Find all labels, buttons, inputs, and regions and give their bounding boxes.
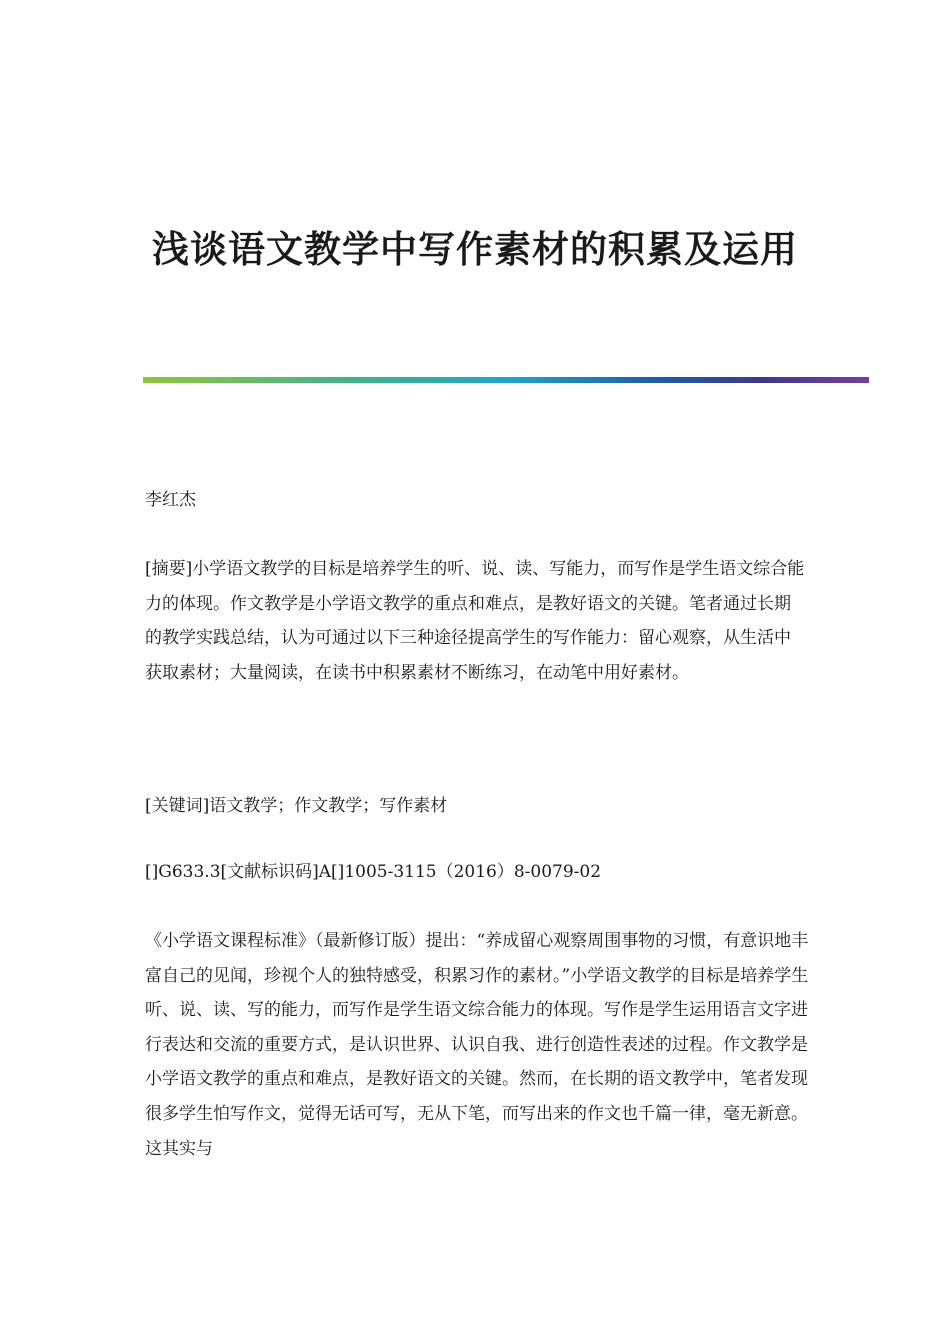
keywords-line: [关键词]语文教学；作文教学；写作素材: [145, 796, 448, 816]
gradient-divider: [143, 377, 869, 383]
author-name: 李红杰: [145, 490, 196, 510]
paper-title: 浅谈语文教学中写作素材的积累及运用: [152, 226, 798, 271]
abstract-paragraph: [摘要]小学语文教学的目标是培养学生的听、说、读、写能力，而写作是学生语文综合能力的体现。作文教学是小学语文教学的重点和难点，是教好语文的关键。笔者通过长期的教学实践总结，认为可通过以下三种途径提高学生的写作能力：留心观察，从生活中获取素材；大量阅读，在读书中积累素材不断练习，在动笔中用好素材。: [145, 559, 805, 683]
classification-line: []G633.3[文献标识码]A[]1005-3115（2016）8-0079-02: [145, 862, 602, 882]
body-paragraph: 《小学语文课程标准》（最新修订版）提出：“养成留心观察周围事物的习惯，有意识地丰富自己的见闻，珍视个人的独特感受，积累习作的素材。”小学语文教学的目标是培养学生听、说、读、写的能力，而写作是学生语文综合能力的体现。写作是学生运用语言文字进行表达和交流的重要方式，是认识世界、认识自我、进行创造性表述的过程。作文教学是小学语文教学的重点和难点，是教好语文的关键。然而，在长期的语文教学中，笔者发现很多学生怕写作文，觉得无话可写，无从下笔，而写出来的作文也千篇一律，毫无新意。这其实与: [145, 931, 809, 1159]
